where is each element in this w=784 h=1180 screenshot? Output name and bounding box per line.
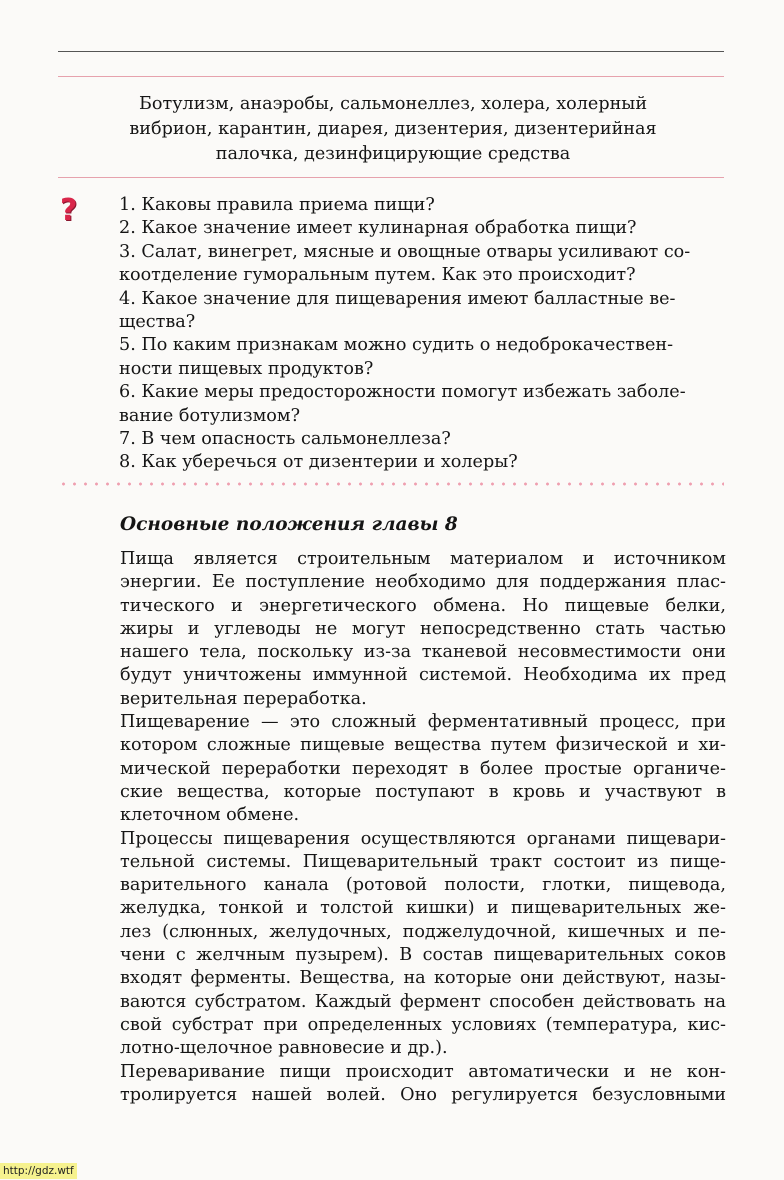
body-line: энергии. Ее поступление необходимо для поддержания плас- bbox=[120, 572, 726, 593]
body-line: клеточном обмене. bbox=[120, 805, 300, 826]
top-rule bbox=[58, 51, 724, 52]
keywords-top-rule bbox=[58, 76, 724, 77]
body-line: будут уничтожены иммунной системой. Необходима их пред bbox=[120, 665, 726, 686]
body-line: варительного канала (ротовой полости, глотки, пищевода, bbox=[120, 875, 726, 896]
question-line: 6. Какие меры предосторожности помогут избежать заболе- bbox=[119, 382, 686, 403]
body-line: тического и энергетического обмена. Но пищевые белки, bbox=[120, 595, 726, 616]
question-line: 5. По каким признакам можно судить о недоброкачествен- bbox=[119, 335, 674, 356]
keywords-bottom-rule bbox=[58, 177, 724, 178]
body-line: чени с желчным пузырем). В состав пищеварительных соков bbox=[120, 945, 726, 966]
keywords-block bbox=[98, 92, 688, 167]
question-line: 7. В чем опасность сальмонеллеза? bbox=[119, 429, 451, 450]
body-line: нашего тела, поскольку из-за тканевой несовместимости они bbox=[120, 642, 726, 663]
body-line: Переваривание пищи происходит автоматически и не кон- bbox=[120, 1061, 726, 1082]
body-line: желудка, тонкой и толстой кишки) и пищеварительных же- bbox=[120, 898, 726, 919]
keywords-line: палочка, дезинфицирующие средства bbox=[215, 144, 571, 164]
body-line: ваются субстратом. Каждый фермент способен действовать на bbox=[120, 991, 726, 1012]
question-line: вание ботулизмом? bbox=[119, 405, 301, 426]
body-line: тролируется нашей волей. Оно регулируется безусловными bbox=[120, 1084, 726, 1105]
question-line: 8. Как уберечься от дизентерии и холеры? bbox=[119, 452, 518, 473]
chapter-summary-text bbox=[120, 548, 726, 1107]
body-line: Пища является строительным материалом и источником bbox=[120, 549, 726, 569]
body-line: ские вещества, которые поступают в кровь и участвуют в bbox=[120, 781, 726, 802]
body-line: жиры и углеводы не могут непосредственно стать частью bbox=[120, 618, 726, 639]
watermark-link[interactable]: http://gdz.wtf bbox=[0, 1163, 77, 1179]
body-line: Пищеварение — это сложный ферментативный процесс, при bbox=[120, 712, 726, 733]
body-line: мической переработки переходят в более простые органиче- bbox=[120, 758, 726, 779]
question-line: 1. Каковы правила приема пищи? bbox=[119, 195, 435, 215]
body-line: лотно-щелочное равновесие и др.). bbox=[120, 1038, 448, 1059]
question-line: 4. Какое значение для пищеварения имеют балластные ве- bbox=[119, 288, 676, 309]
question-line: ности пищевых продуктов? bbox=[119, 358, 374, 379]
question-line: 3. Салат, винегрет, мясные и овощные отвары усиливают со- bbox=[119, 241, 691, 262]
question-line: 2. Какое значение имеет кулинарная обработка пищи? bbox=[119, 218, 637, 239]
dotted-separator bbox=[58, 482, 724, 486]
keywords-line: вибрион, карантин, диарея, дизентерия, дизентерийная bbox=[129, 119, 657, 139]
body-line: Процессы пищеварения осуществляются органами пищевари- bbox=[120, 828, 726, 849]
body-line: котором сложные пищевые вещества путем физической и хи- bbox=[120, 735, 726, 756]
body-line: лез (слюнных, желудочных, поджелудочной, кишечных и пе- bbox=[120, 921, 726, 942]
question-line: коотделение гуморальным путем. Как это происходит? bbox=[119, 265, 636, 286]
body-line: тельной системы. Пищеварительный тракт состоит из пище- bbox=[120, 851, 726, 872]
keywords-line: Ботулизм, анаэробы, сальмонеллез, холера, холерный bbox=[138, 94, 648, 114]
body-line: свой субстрат при определенных условиях (температура, кис- bbox=[120, 1014, 726, 1035]
body-line: входят ферменты. Вещества, на которые они действуют, назы- bbox=[120, 968, 726, 989]
section-title: Основные положения главы 8 bbox=[120, 514, 458, 535]
question-line: щества? bbox=[119, 312, 196, 333]
body-line: верительная переработка. bbox=[120, 688, 367, 709]
questions-list bbox=[119, 194, 729, 475]
question-mark-icon: ? bbox=[60, 193, 78, 228]
